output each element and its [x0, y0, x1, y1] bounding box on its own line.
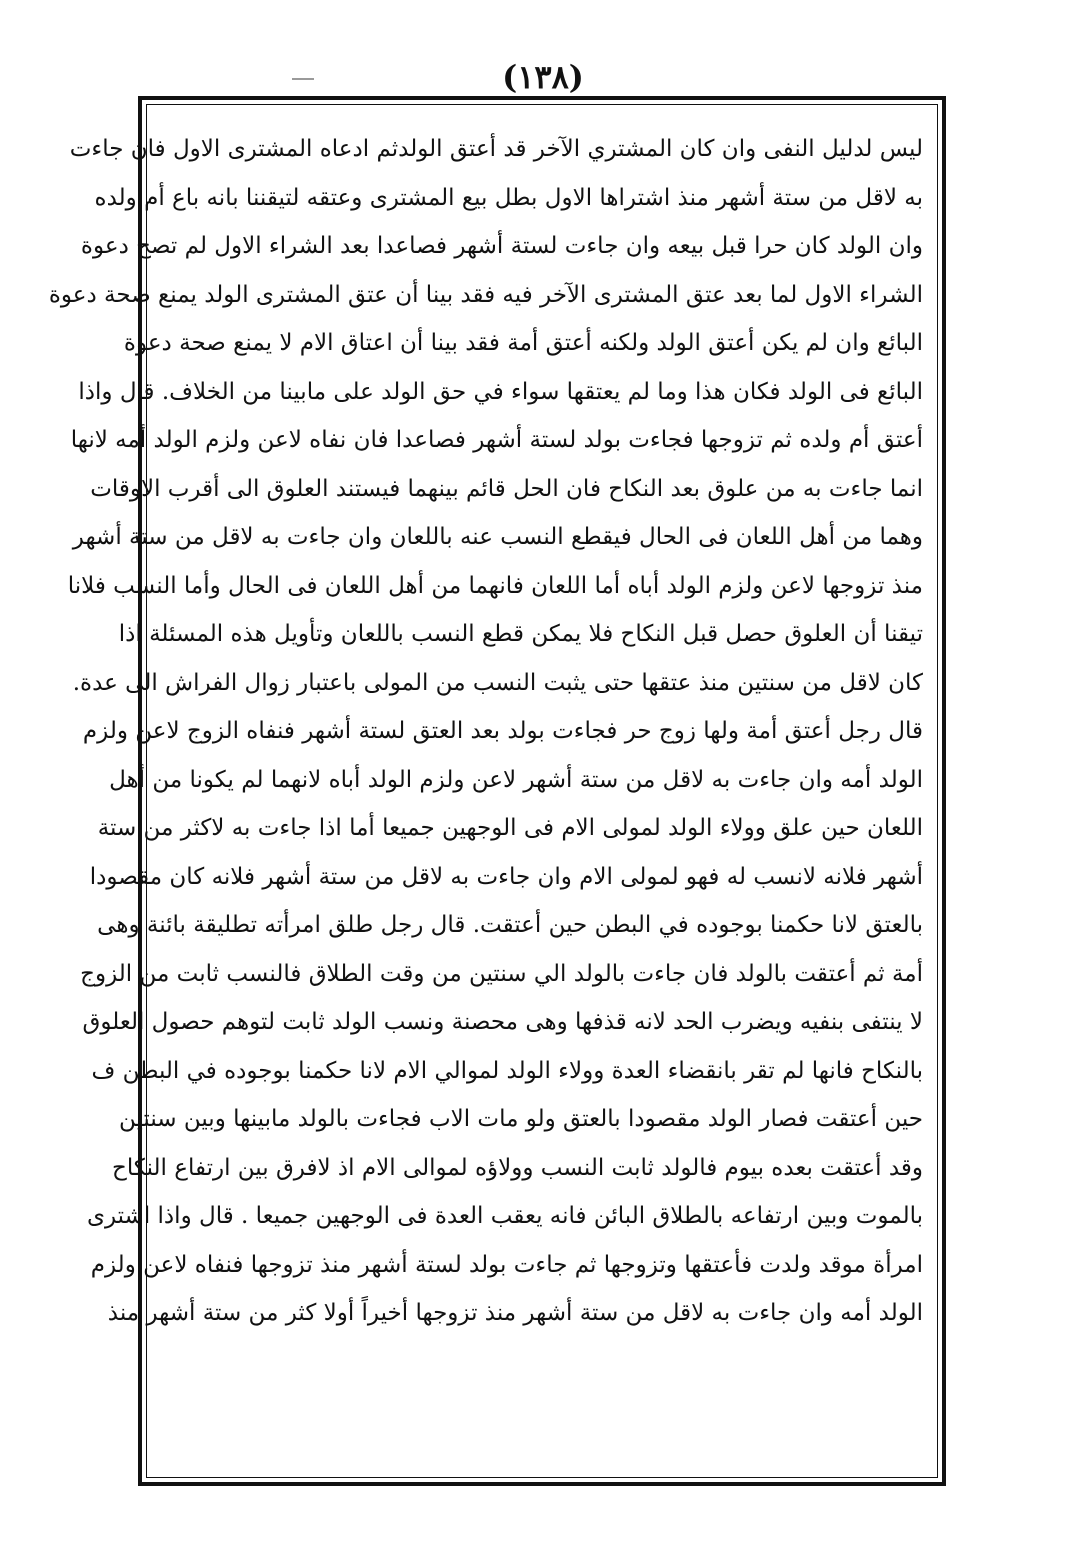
text-line: امرأة موقد ولدت فأعتقها وتزوجها ثم جاءت بولد لستة أشهر منذ تزوجها فنفاه لاعن ولزم	[90, 1251, 923, 1278]
text-line: لا ينتفى بنفيه ويضرب الحد لانه قذفها وهى محصنة ونسب الولد ثابت لتوهم حصول العلوق	[82, 1009, 923, 1035]
text-line: وهما من أهل اللعان فى الحال فيقطع النسب عنه باللعان وان جاءت به لاقل من ستة أشهر	[72, 524, 923, 550]
text-line: الشراء الاول لما بعد عتق المشترى الآخر فيه فقد بينا أن عتق المشترى الولد يمنع صحة دعوة	[48, 281, 923, 308]
ink-smudge	[292, 78, 314, 80]
text-line: وان الولد كان حرا قبل بيعه وان جاءت لستة أشهر فصاعدا بعد الشراء الاول لم تصح دعوة	[80, 233, 923, 259]
text-body	[48, 125, 923, 1338]
text-line: انما جاءت به من علوق بعد النكاح فان الحل قائم بينهما فيستند العلوق الى أقرب الاوقات	[90, 475, 923, 502]
text-line: بالنكاح فانها لم تقر بانقضاء العدة وولاء الولد لموالي الام لانا حكمنا بوجوده في البطن ف	[91, 1057, 923, 1084]
text-line: اللعان حين علق وولاء الولد لمولى الام فى الوجهين جميعا أما اذا جاءت به لاكثر من ستة	[97, 815, 923, 841]
text-line: حين أعتقت فصار الولد مقصودا بالعتق ولو مات الاب فجاءت بالولد مابينها وبين سنتين	[118, 1106, 923, 1132]
text-line: الولد أمه وان جاءت به لاقل من ستة أشهر منذ تزوجها أخيراً أولا كثر من ستة أشهر منذ	[107, 1300, 923, 1326]
page-frame	[48, 96, 946, 1486]
text-line: أعتق أم ولده ثم تزوجها فجاءت بولد لستة أشهر فصاعدا فان نفاه لاعن ولزم الولد أمه لانها	[70, 427, 923, 453]
text-line: البائع وان لم يكن أعتق الولد ولكنه أعتق أمة فقد بينا أن اعتاق الام لا يمنع صحة دعوة	[123, 330, 923, 356]
text-line: وقد أعتقت بعده بيوم فالولد ثابت النسب وولاؤه لموالى الام اذ لافرق بين ارتفاع النكاح	[112, 1154, 923, 1181]
text-line: منذ تزوجها لاعن ولزم الولد أباه أما اللعان فانهما من أهل اللعان فى الحال وأما النسب فلانا	[67, 572, 923, 599]
text-line: أمة ثم أعتقت بالولد فان جاءت بالولد الي سنتين من وقت الطلاق فالنسب ثابت من الزوج	[80, 960, 923, 987]
text-line: ليس لدليل النفى وان كان المشتري الآخر قد أعتق الولدثم ادعاه المشترى الاول فان جاءت	[69, 136, 923, 162]
text-line: قال رجل أعتق أمة ولها زوج حر فجاءت بولد بعد العتق لستة أشهر فنفاه الزوج لاعن ولزم	[82, 718, 923, 744]
text-line: بالعتق لانا حكمنا بوجوده في البطن حين أعتقت. قال رجل طلق امرأته تطليقة بائنة وهى	[97, 912, 923, 938]
text-line: تيقنا أن العلوق حصل قبل النكاح فلا يمكن قطع النسب باللعان وتأويل هذه المسئلة اذا	[118, 621, 923, 647]
page-frame-inner	[48, 104, 938, 1478]
text-line: البائع فى الولد فكان هذا وما لم يعتقها سواء في حق الولد على مابينا من الخلاف. قال واذا	[78, 378, 923, 405]
page-number: (١٣٨)	[502, 58, 584, 96]
text-line: الولد أمه وان جاءت به لاقل من ستة أشهر لاعن ولزم الولد أباه لانهما لم يكونا من أهل	[109, 766, 923, 793]
text-line: كان لاقل من سنتين منذ عتقها حتى يثبت النسب من المولى باعتبار زوال الفراش الى عدة.	[72, 669, 923, 696]
text-line: بالموت وبين ارتفاعه بالطلاق البائن فانه يعقب العدة فى الوجهين جميعا . قال واذا اشترى	[86, 1203, 923, 1229]
text-line: أشهر فلانه لانسب له فهو لمولى الام وان جاءت به لاقل من ستة أشهر فلانه كان مقصودا	[89, 863, 923, 890]
text-line: به لاقل من ستة أشهر منذ اشتراها الاول بطل بيع المشترى وعتقه لتيقننا بانه باع أم ولده	[94, 184, 923, 211]
